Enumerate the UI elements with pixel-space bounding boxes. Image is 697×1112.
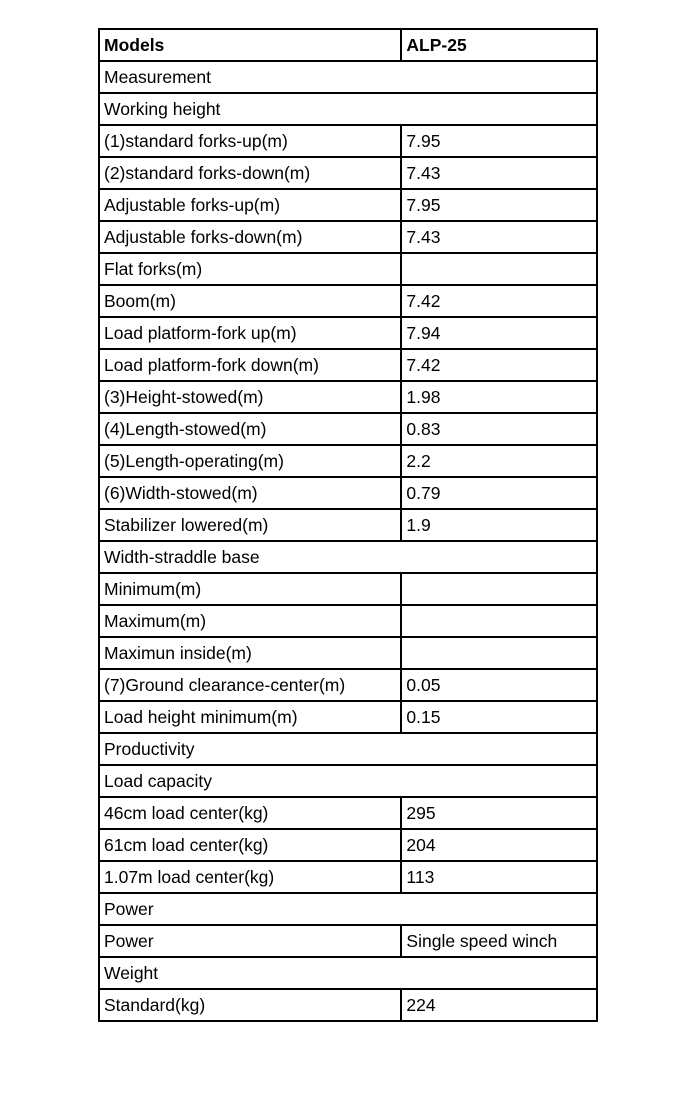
spec-label-cell: Boom(m) [99,285,401,317]
spec-label-cell: (1)standard forks-up(m) [99,125,401,157]
specifications-table-body [99,29,597,1021]
spec-label-cell: (2)standard forks-down(m) [99,157,401,189]
table-row [99,125,597,157]
spec-value-cell: 7.94 [401,317,597,349]
spec-label-cell: Load platform-fork down(m) [99,349,401,381]
spec-value-cell: 7.42 [401,349,597,381]
spec-label-cell: (7)Ground clearance-center(m) [99,669,401,701]
section-label-cell: Measurement [99,61,597,93]
spec-value-cell: 0.05 [401,669,597,701]
spec-value-cell [401,573,597,605]
section-label-cell: Working height [99,93,597,125]
spec-label-cell: Minimum(m) [99,573,401,605]
spec-value-cell: 204 [401,829,597,861]
section-row [99,957,597,989]
section-row [99,541,597,573]
spec-value-cell: 7.95 [401,189,597,221]
spec-value-cell: 7.43 [401,221,597,253]
spec-label-cell: (6)Width-stowed(m) [99,477,401,509]
table-row [99,701,597,733]
table-row [99,573,597,605]
section-label-cell: Weight [99,957,597,989]
section-row [99,765,597,797]
section-row [99,93,597,125]
spec-value-cell: 7.43 [401,157,597,189]
table-row [99,605,597,637]
table-row [99,413,597,445]
spec-value-cell: 224 [401,989,597,1021]
table-header-row [99,29,597,61]
spec-label-cell: Power [99,925,401,957]
spec-label-cell: (5)Length-operating(m) [99,445,401,477]
table-row [99,317,597,349]
spec-value-cell: Single speed winch [401,925,597,957]
table-row [99,669,597,701]
spec-value-cell: 0.83 [401,413,597,445]
section-row [99,733,597,765]
table-row [99,477,597,509]
table-row [99,509,597,541]
table-row [99,925,597,957]
spec-label-cell: (3)Height-stowed(m) [99,381,401,413]
spec-value-cell: 7.42 [401,285,597,317]
section-label-cell: Power [99,893,597,925]
table-row [99,157,597,189]
spec-value-cell [401,605,597,637]
table-row [99,189,597,221]
spec-label-cell: Adjustable forks-up(m) [99,189,401,221]
table-row [99,829,597,861]
table-row [99,797,597,829]
spec-label-cell: Adjustable forks-down(m) [99,221,401,253]
spec-label-cell: Load platform-fork up(m) [99,317,401,349]
spec-label-cell: Maximum(m) [99,605,401,637]
spec-label-cell: 61cm load center(kg) [99,829,401,861]
section-label-cell: Load capacity [99,765,597,797]
spec-value-cell: 1.9 [401,509,597,541]
spec-label-cell: (4)Length-stowed(m) [99,413,401,445]
spec-value-cell: 7.95 [401,125,597,157]
spec-value-cell: 1.98 [401,381,597,413]
spec-value-cell: 113 [401,861,597,893]
spec-label-cell: 46cm load center(kg) [99,797,401,829]
spec-label-cell: Stabilizer lowered(m) [99,509,401,541]
spec-label-cell: Maximun inside(m) [99,637,401,669]
table-row [99,989,597,1021]
spec-value-cell [401,637,597,669]
header-label-cell: Models [99,29,401,61]
spec-label-cell: Standard(kg) [99,989,401,1021]
table-row [99,445,597,477]
spec-value-cell [401,253,597,285]
spec-label-cell: Flat forks(m) [99,253,401,285]
table-row [99,285,597,317]
table-row [99,221,597,253]
section-label-cell: Width-straddle base [99,541,597,573]
header-model-cell: ALP-25 [401,29,597,61]
spec-label-cell: 1.07m load center(kg) [99,861,401,893]
section-label-cell: Productivity [99,733,597,765]
section-row [99,61,597,93]
table-row [99,253,597,285]
spec-value-cell: 0.79 [401,477,597,509]
table-row [99,861,597,893]
section-row [99,893,597,925]
table-row [99,637,597,669]
table-row [99,349,597,381]
spec-value-cell: 295 [401,797,597,829]
spec-label-cell: Load height minimum(m) [99,701,401,733]
spec-value-cell: 0.15 [401,701,597,733]
specifications-table [98,28,598,1022]
table-row [99,381,597,413]
spec-value-cell: 2.2 [401,445,597,477]
